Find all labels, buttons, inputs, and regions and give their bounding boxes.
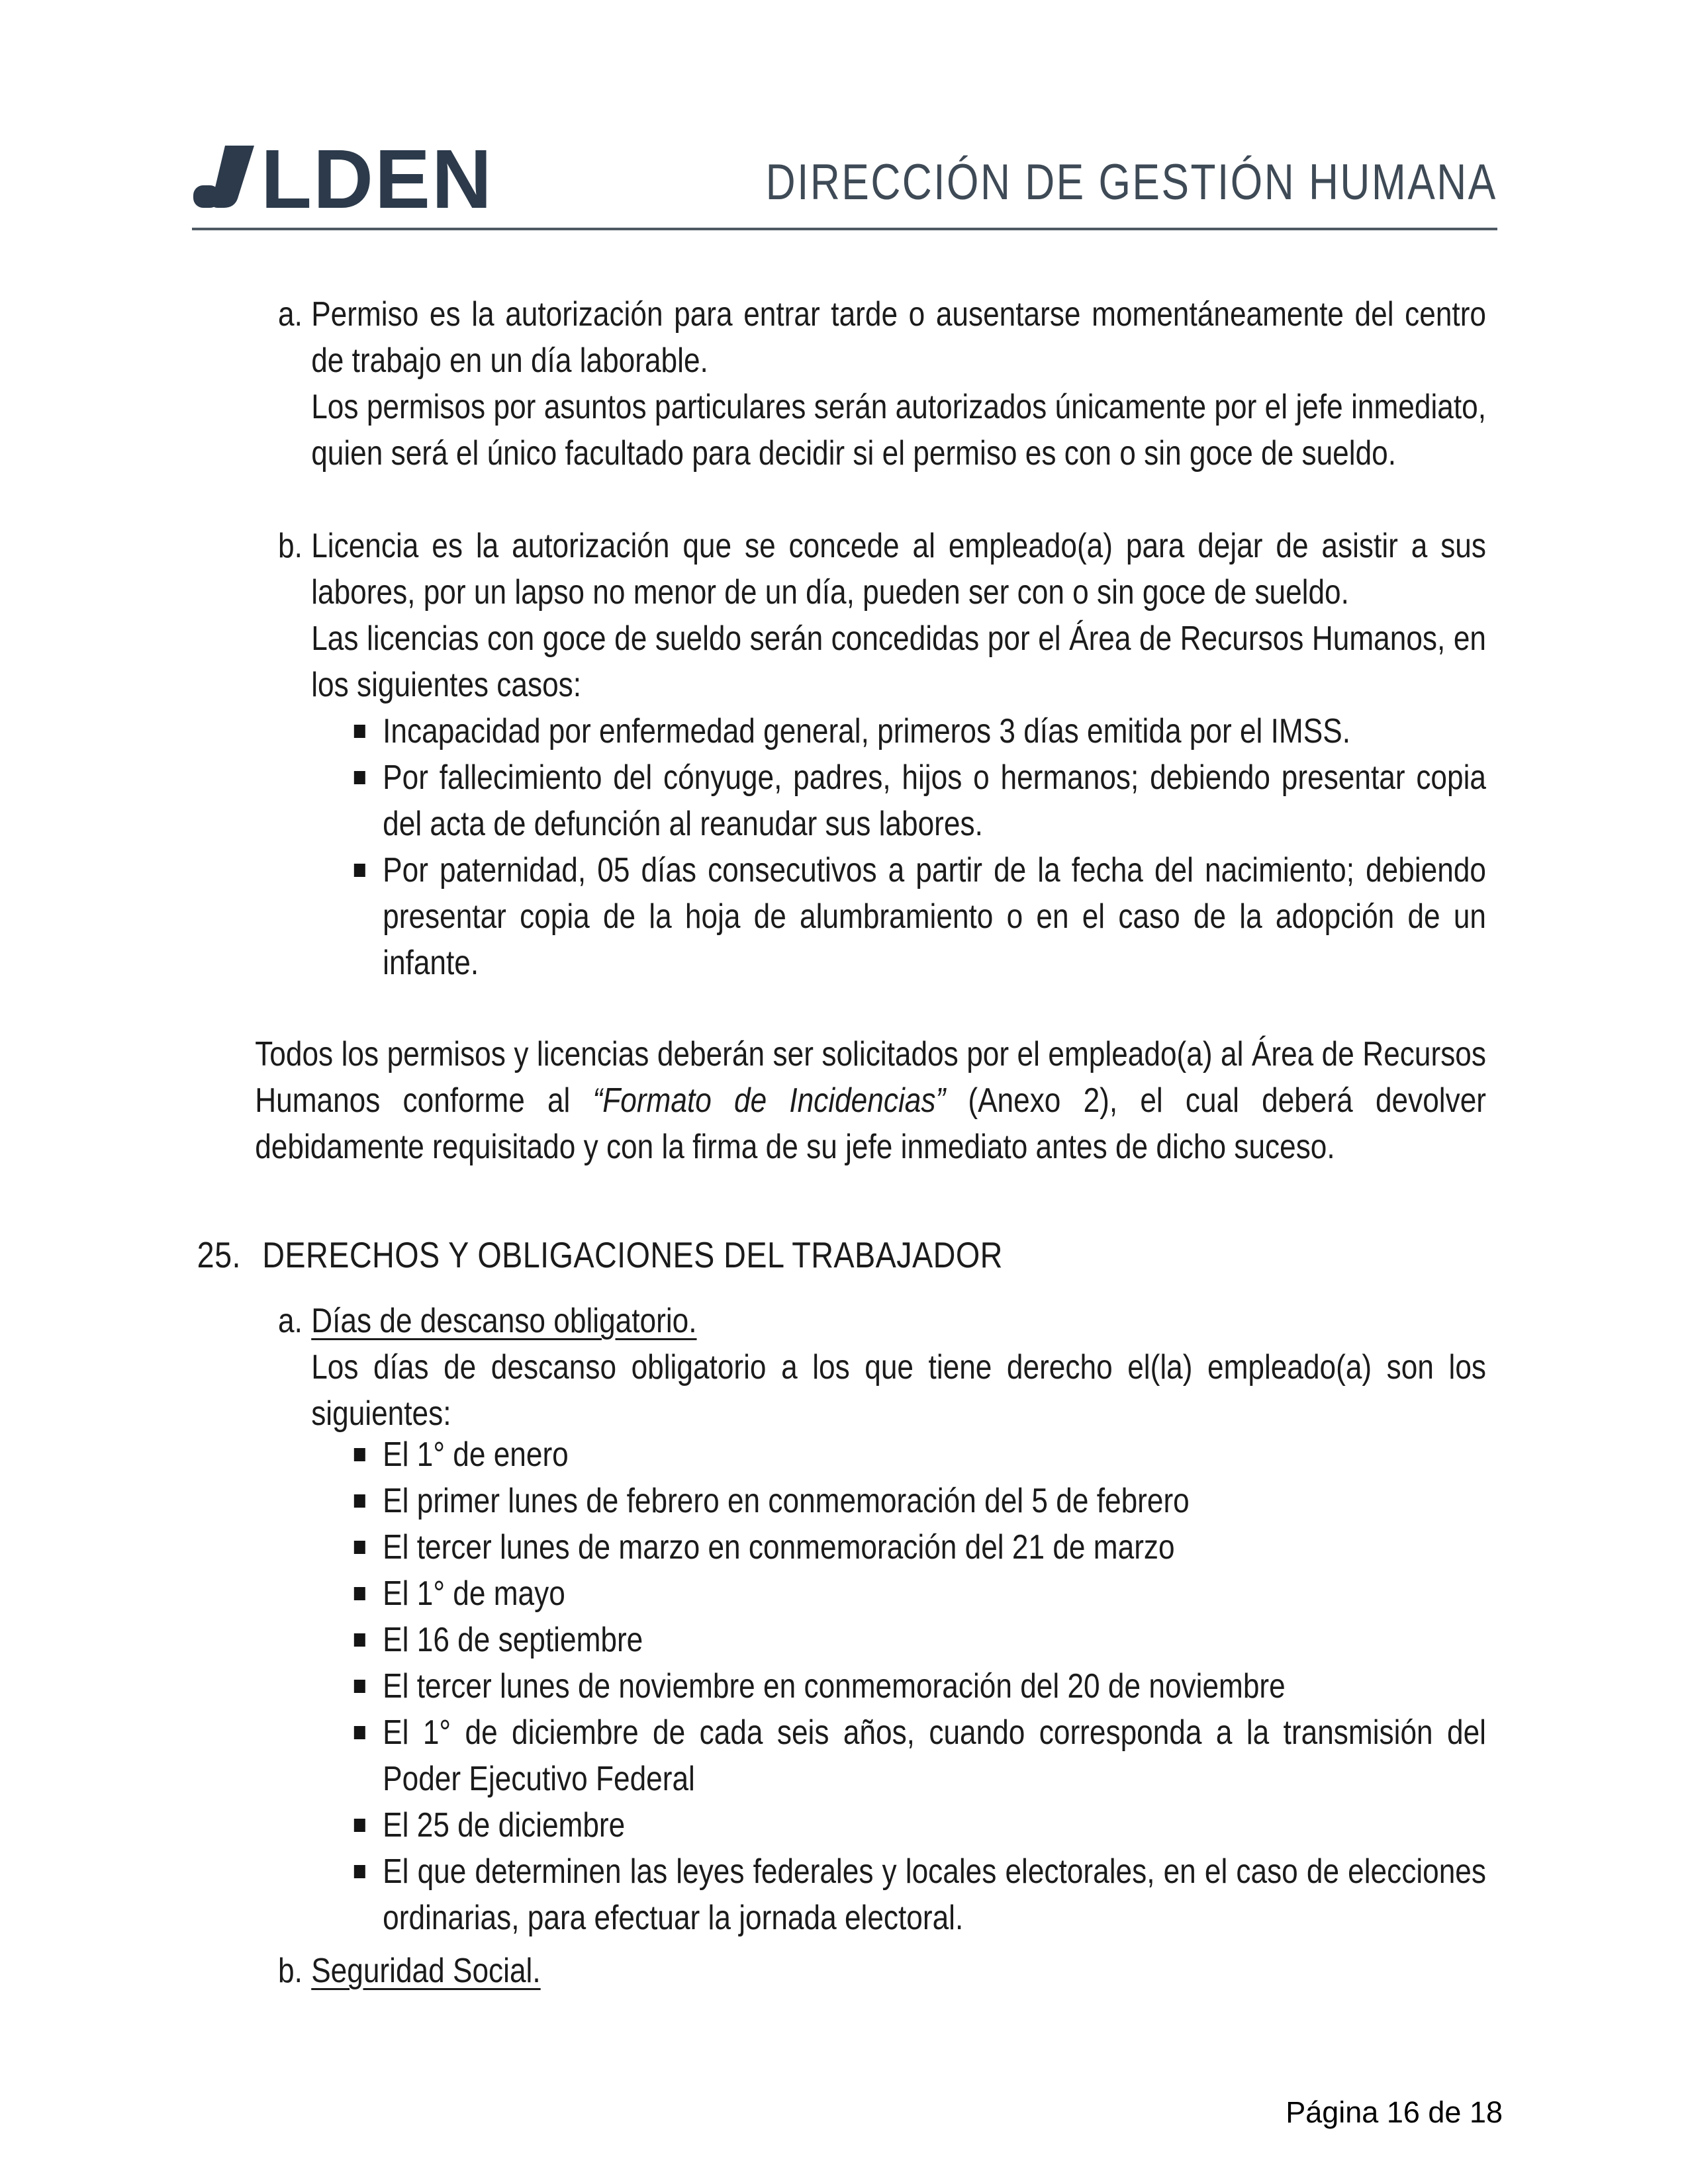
- permits-summary-paragraph: [255, 1031, 1486, 1170]
- bullet-text: El 1° de mayo: [383, 1574, 565, 1613]
- holidays-bullet-list: [354, 1432, 1486, 1941]
- section-number: 25.: [197, 1234, 241, 1275]
- bullet-item: [354, 1432, 1486, 1478]
- square-bullet-icon: [354, 754, 383, 784]
- square-bullet-icon: [354, 1663, 383, 1693]
- bullet-item: [354, 708, 1486, 754]
- underlined-item-title: Seguridad Social.: [311, 1952, 541, 1990]
- underlined-item-title: Días de descanso obligatorio.: [311, 1302, 697, 1340]
- square-bullet-icon: [354, 1478, 383, 1508]
- list-marker: b.: [278, 1952, 303, 1990]
- square-bullet-icon: [354, 1432, 383, 1461]
- italic-document-name: “Formato de Incidencias”: [592, 1081, 946, 1120]
- bullet-text: El que determinen las leyes federales y locales electorales, en el caso de elecciones ordinarias, para efectuar la jornada electoral.: [383, 1852, 1486, 1937]
- square-bullet-icon: [354, 708, 383, 738]
- bullet-item: [354, 1848, 1486, 1941]
- paragraph: Las licencias con goce de sueldo serán concedidas por el Área de Recursos Humanos, en los siguientes casos:: [311, 619, 1487, 704]
- bullet-item: [354, 1570, 1486, 1617]
- document-body: [192, 0, 1486, 2184]
- list-marker: a.: [278, 295, 303, 334]
- paragraph: [255, 1031, 1486, 1170]
- bullet-text: El 1° de diciembre de cada seis años, cuando corresponda a la transmisión del Poder Ejecutivo Federal: [383, 1713, 1486, 1798]
- paragraph-text: Todos los permisos y licencias deberán ser solicitados por el empleado(a) al Área de Recursos Humanos conforme al: [255, 1035, 1487, 1120]
- list-item-text: [311, 1298, 1486, 1344]
- bullet-item: [354, 847, 1486, 986]
- paragraph: Licencia es la autorización que se concede al empleado(a) para dejar de asistir a sus labores, por un lapso no menor de un día, pueden ser con o sin goce de sueldo.: [311, 527, 1487, 612]
- bullet-item: [354, 1709, 1486, 1802]
- page-number: Página 16 de 18: [1286, 2095, 1503, 2129]
- square-bullet-icon: [354, 847, 383, 877]
- square-bullet-icon: [354, 1709, 383, 1739]
- square-bullet-icon: [354, 1524, 383, 1554]
- list-item-text: [311, 523, 1486, 708]
- square-bullet-icon: [354, 1802, 383, 1832]
- bullet-item: [354, 1478, 1486, 1524]
- bullet-text: Por fallecimiento del cónyuge, padres, hijos o hermanos; debiendo presentar copia del acta de defunción al reanudar sus labores.: [383, 758, 1486, 843]
- square-bullet-icon: [354, 1848, 383, 1878]
- bullet-item: [354, 754, 1486, 847]
- bullet-text: Incapacidad por enfermedad general, primeros 3 días emitida por el IMSS.: [383, 712, 1350, 751]
- bullet-text: El 16 de septiembre: [383, 1621, 643, 1659]
- list-marker: a.: [278, 1302, 303, 1340]
- bullet-text: El tercer lunes de noviembre en conmemoración del 20 de noviembre: [383, 1667, 1286, 1706]
- list-marker: b.: [278, 527, 303, 565]
- bullet-item: [354, 1802, 1486, 1848]
- header-department-title: DIRECCIÓN DE GESTIÓN HUMANA: [765, 154, 1497, 210]
- licencias-bullet-list: [354, 708, 1486, 986]
- square-bullet-icon: [354, 1570, 383, 1600]
- paragraph: Permiso es la autorización para entrar tarde o ausentarse momentáneamente del centro de trabajo en un día laborable.: [311, 295, 1487, 380]
- logo-letters: LDEN: [261, 144, 493, 210]
- section-item-a-intro: Los días de descanso obligatorio a los que tiene derecho el(la) empleado(a) son los siguientes:: [311, 1348, 1487, 1433]
- bullet-item: [354, 1524, 1486, 1570]
- paragraph-text: (Anexo 2), el cual deberá devolver debidamente requisitado y con la firma de su jefe inmediato antes de dicho suceso.: [255, 1081, 1487, 1166]
- bullet-item: [354, 1617, 1486, 1663]
- bullet-text: El tercer lunes de marzo en conmemoración del 21 de marzo: [383, 1528, 1175, 1567]
- bullet-text: Por paternidad, 05 días consecutivos a partir de la fecha del nacimiento; debiendo presentar copia de la hoja de alumbramiento o en el caso de la adopción de un infante.: [383, 851, 1486, 982]
- bullet-text: El 25 de diciembre: [383, 1806, 626, 1844]
- bullet-text: El primer lunes de febrero en conmemoración del 5 de febrero: [383, 1482, 1190, 1520]
- bullet-text: El 1° de enero: [383, 1435, 569, 1474]
- paragraph: Los permisos por asuntos particulares serán autorizados únicamente por el jefe inmediato, quien será el único facultado para decidir si el permiso es con o sin goce de sueldo.: [311, 388, 1487, 473]
- list-item-text: [311, 1948, 1486, 1994]
- list-item-text: [311, 291, 1486, 477]
- bullet-item: [354, 1663, 1486, 1709]
- square-bullet-icon: [354, 1617, 383, 1647]
- section-title: DERECHOS Y OBLIGACIONES DEL TRABAJADOR: [262, 1234, 1003, 1275]
